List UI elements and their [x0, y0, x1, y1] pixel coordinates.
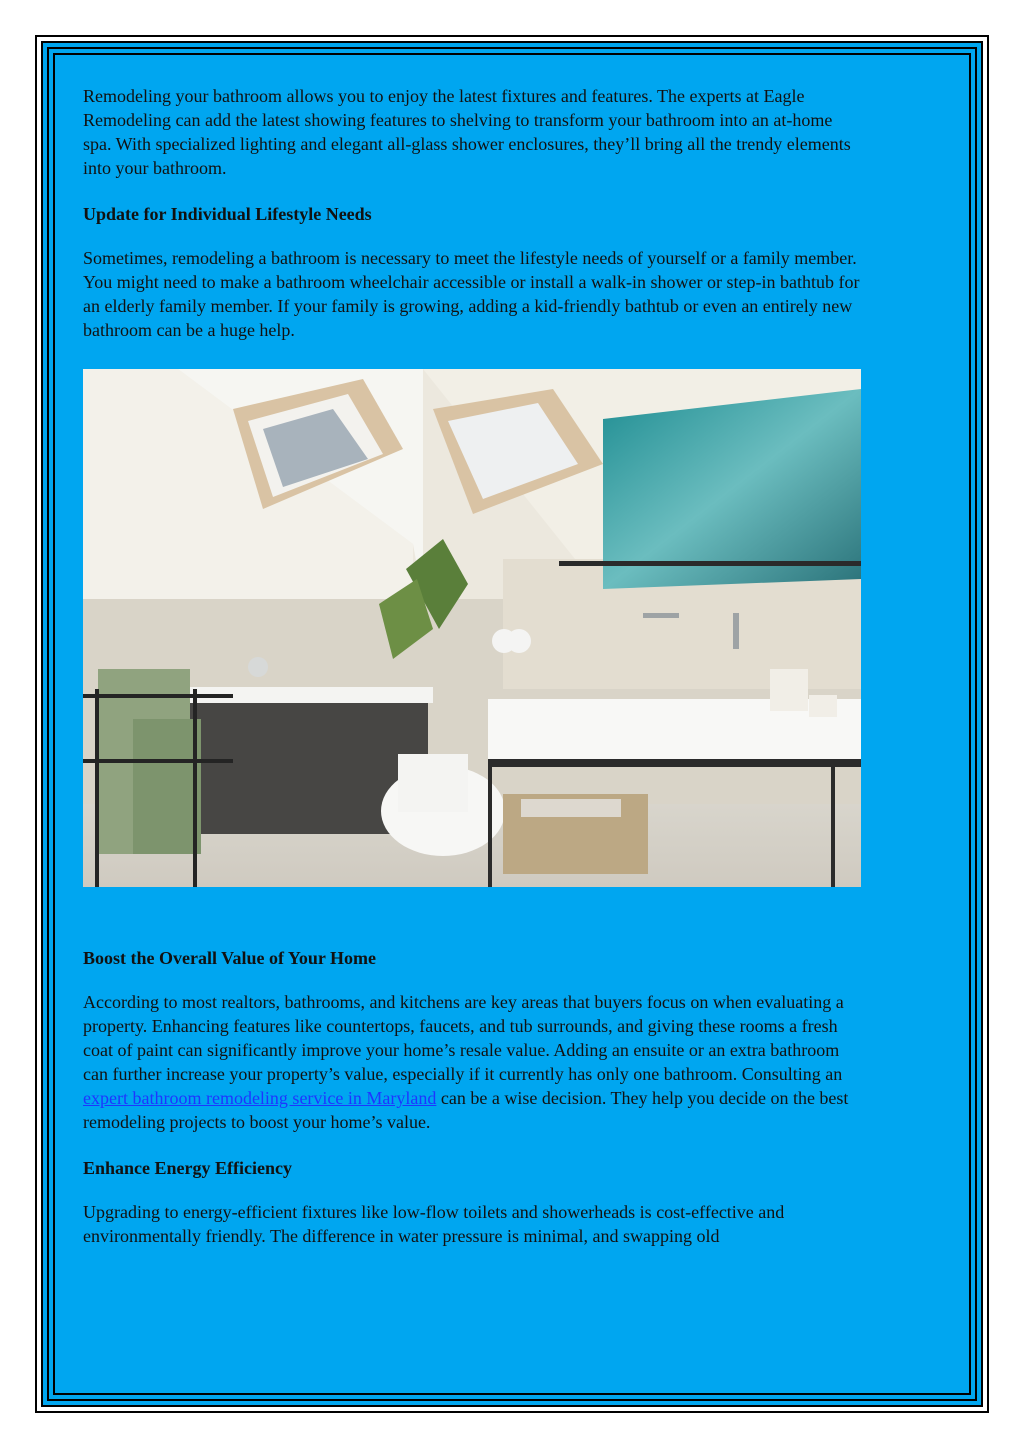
- section-heading-energy: Enhance Energy Efficiency: [83, 1158, 292, 1178]
- document-content-lower: [83, 946, 861, 1270]
- section-body-lifestyle: Sometimes, remodeling a bathroom is necessary to meet the lifestyle needs of yourself or a family member. You might need to make a bathroom wheelchair accessible or install a walk-in shower or step-in bathtub for an elderly family member. If your family is growing, adding a kid-friendly bathtub or even an entirely new bathroom can be a huge help.: [83, 248, 860, 340]
- section-body-value-after-link: can be a wise decision. They help you decide on the best remodeling projects to boost your home’s value.: [83, 1088, 849, 1132]
- document-content: [83, 84, 861, 364]
- bathroom-photo: [83, 369, 861, 887]
- section-heading-value: Boost the Overall Value of Your Home: [83, 948, 376, 968]
- section-body-energy: Upgrading to energy-efficient fixtures like low-flow toilets and showerheads is cost-effective and environmentally friendly. The difference in water pressure is minimal, and swapping old: [83, 1202, 785, 1246]
- section-body-value: [83, 990, 861, 1134]
- section-body-value-before-link: According to most realtors, bathrooms, and kitchens are key areas that buyers focus on when evaluating a property. Enhancing features like countertops, faucets, and tub surrounds, and giving these rooms a fresh coat of paint can significantly improve your home’s resale value. Adding an ensuite or an extra bathroom can further increase your property’s value, especially if it currently has only one bathroom. Consulting an: [83, 992, 844, 1084]
- maryland-service-link[interactable]: expert bathroom remodeling service in Maryland: [83, 1088, 437, 1108]
- intro-paragraph: Remodeling your bathroom allows you to enjoy the latest fixtures and features. The experts at Eagle Remodeling can add the latest showing features to shelving to transform your bathroom into an at-home spa. With specialized lighting and elegant all-glass shower enclosures, they’ll bring all the trendy elements into your bathroom.: [83, 86, 851, 178]
- section-heading-lifestyle: Update for Individual Lifestyle Needs: [83, 204, 372, 224]
